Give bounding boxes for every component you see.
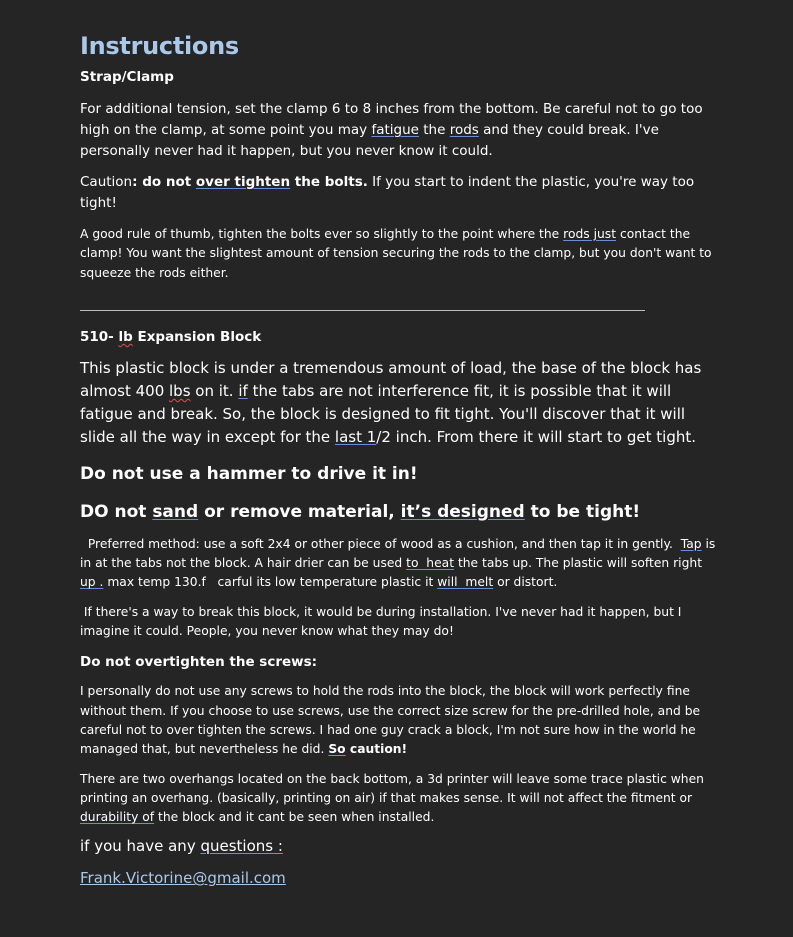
text-run: or distort.	[493, 575, 558, 590]
hammer-warning: Do not use a hammer to drive it in!	[80, 463, 418, 484]
text-run: to be tight!	[524, 501, 641, 522]
text-run: DO not	[80, 501, 153, 522]
text-run: on it.	[190, 381, 239, 400]
underlined-word: Tap	[680, 536, 702, 551]
underlined-word: last 1	[334, 427, 377, 446]
rule-of-thumb-paragraph	[80, 225, 720, 283]
screws-heading: Do not overtighten the screws:	[80, 654, 318, 671]
text-run: the block and it cant be seen when installed.	[154, 810, 435, 825]
underlined-word: up .	[80, 575, 104, 590]
underlined-word: fatigue	[371, 122, 419, 138]
underlined-word: to heat	[406, 556, 455, 571]
load-paragraph	[80, 357, 720, 449]
text-run: the tabs are not interference fit, it is possible that it will fatigue and break. So, the block is designed to fit tight. You'll discover that it will slide all the way in except for the	[80, 381, 686, 446]
underlined-word: questions :	[200, 837, 283, 856]
page-title: Instructions	[80, 32, 239, 60]
underlined-word: rods	[449, 122, 479, 138]
text-run: /2 inch. From there it will start to get tight.	[376, 427, 697, 446]
questions-line	[80, 835, 720, 858]
text-run: 510-	[80, 328, 119, 345]
preferred-method-paragraph	[80, 535, 720, 593]
text-run: For additional tension, set the clamp 6 to 8 inches from the bottom. Be careful not to go too high on the clamp, at some point you may	[80, 101, 703, 138]
underlined-bold-word: So	[328, 742, 346, 757]
strap-clamp-heading: Strap/Clamp	[80, 69, 174, 85]
bold-run: : do not	[132, 174, 196, 190]
bold-run: the bolts.	[290, 174, 368, 190]
underlined-word: sand	[152, 501, 199, 522]
text-run: If you start to indent the plastic, you're way too tight!	[80, 174, 695, 211]
text-run: There are two overhangs located on the back bottom, a 3d printer will leave some trace plastic when printing an overhang. (basically, printing on air) if that makes sense. It will not affect the fitment or	[80, 771, 704, 805]
text-run: or remove material,	[198, 501, 401, 522]
horizontal-divider	[80, 310, 645, 311]
underlined-word: durability of	[80, 810, 155, 825]
sand-warning	[80, 500, 720, 524]
text-run: contact the clamp! You want the slightest amount of tension securing the rods to the clamp, but you don't want to squeeze the rods either.	[80, 227, 712, 280]
bold-run: caution!	[345, 742, 408, 757]
text-run: Expansion Block	[132, 328, 262, 345]
expansion-block-heading	[80, 328, 720, 346]
text-run: is in at the tabs not the block. A hair drier can be used	[80, 536, 720, 571]
text-run: the	[418, 122, 450, 138]
text-run: A good rule of thumb, tighten the bolts ever so slightly to the point where the	[80, 227, 564, 241]
strap-clamp-tension-paragraph	[80, 99, 720, 162]
text-run: This plastic block is under a tremendous amount of load, the base of the block has almost 400	[80, 358, 702, 400]
text-run: max temp 130.f carful its low temperature plastic it	[103, 575, 438, 590]
overhangs-paragraph	[80, 770, 720, 828]
underlined-word: if	[238, 381, 248, 400]
text-run: Preferred method: use a soft 2x4 or other piece of wood as a cushion, and then tap it in gently.	[80, 536, 681, 551]
text-run: if you have any	[80, 837, 201, 856]
installation-break-paragraph: If there's a way to break this block, it would be during installation. I've never had it happen, but I imagine it could. People, you never know what they may do!	[80, 604, 686, 639]
underlined-word: will melt	[437, 575, 494, 590]
spellcheck-word: lb	[118, 328, 133, 345]
text-run: and they could break. I've personally never had it happen, but you never know it could.	[80, 122, 659, 159]
screws-paragraph	[80, 682, 720, 759]
underlined-word: it’s designed	[400, 501, 525, 522]
underlined-bold-word: over tighten	[195, 174, 291, 190]
email-link[interactable]: Frank.Victorine@gmail.com	[80, 869, 286, 888]
caution-paragraph	[80, 172, 720, 214]
text-run: the tabs up. The plastic will soften right	[454, 556, 706, 571]
text-run: I personally do not use any screws to hold the rods into the block, the block will work perfectly fine without them. If you choose to use screws, use the correct size screw for the pre-drilled hole, and be careful not to over tighten the screws. I had one guy crack a block, I'm not sure how in the world he managed that, but nevertheless he did.	[80, 684, 701, 757]
document-page	[80, 30, 720, 888]
underlined-word: rods just	[563, 227, 617, 241]
text-run: Caution	[80, 174, 133, 190]
spellcheck-word: lbs	[169, 381, 191, 400]
